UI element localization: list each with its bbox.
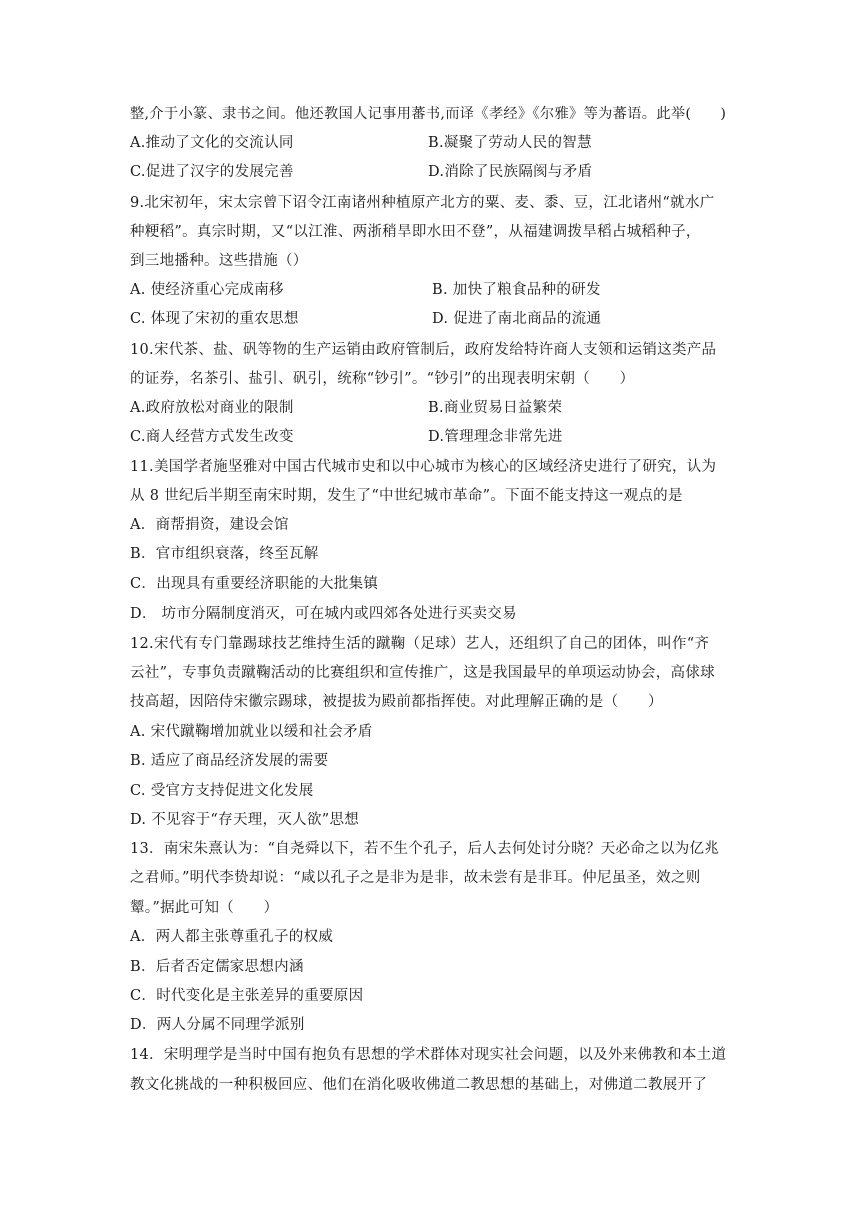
- q12-option-c: C. 受官方支持促进文化发展: [130, 783, 314, 799]
- q10-stem-line-2: 的证券，名茶引、盐引、矾引，统称“钞引”。“钞引”的出现表明宋朝（ ）: [130, 371, 635, 387]
- q11-option-c: C．出现具有重要经济职能的大批集镇: [130, 576, 379, 592]
- q13-stem-line-1: 13．南宋朱熹认为：“自尧舜以下，若不生个孔子，后人去何处讨分晓？天必命之以为亿兆: [130, 841, 720, 857]
- q11-option-d: D． 坊市分隔制度消灭，可在城内或四郊各处进行买卖交易: [130, 606, 517, 622]
- q8-option-a: A.推动了文化的交流认同: [130, 135, 294, 151]
- q10-option-d: D.管理理念非常先进: [428, 429, 563, 445]
- q8-options-row-2: [130, 162, 750, 182]
- q9-options-row-2: [130, 309, 750, 329]
- q12-option-d: D. 不见容于“存天理，灭人欲”思想: [130, 812, 360, 828]
- q13-option-d: D．两人分属不同理学派别: [130, 1017, 305, 1033]
- q10-option-c: C.商人经营方式发生改变: [130, 429, 294, 445]
- q13-option-a: A．两人都主张尊重孔子的权威: [130, 929, 334, 945]
- q13-stem-line-3: 颦。”据此可知（ ）: [130, 900, 279, 916]
- q10-stem-line-1: 10.宋代茶、盐、矾等物的生产运销由政府管制后，政府发给特许商人支领和运销这类产品: [130, 342, 717, 358]
- q13-stem-line-2: 之君师。”明代李贽却说：“咸以孔子之是非为是非，故未尝有是非耳。仲尼虽圣，效之则: [130, 870, 701, 886]
- q9-option-b: B. 加快了粮食品种的研发: [432, 282, 601, 298]
- q10-option-b: B.商业贸易日益繁荣: [428, 400, 563, 416]
- q9-stem-line-2: 种粳稻”。真宗时期，又“以江淮、两浙稍旱即水田不登”，从福建调拨旱稻占城稻种子，: [130, 224, 701, 240]
- q13-option-b: B．后者否定儒家思想内涵: [130, 959, 304, 975]
- q11-stem-line-2: 从 8 世纪后半期至南宋时期，发生了“中世纪城市革命”。下面不能支持这一观点的是: [130, 488, 683, 504]
- q12-stem-line-1: 12.宋代有专门靠踢球技艺维持生活的蹴鞠（足球）艺人，还组织了自己的团体，叫作“齐: [130, 636, 710, 652]
- q10-options-row-1: [130, 398, 750, 418]
- q9-stem-line-3: 到三地播种。这些措施（）: [130, 253, 308, 269]
- q9-options-row-1: [130, 280, 750, 300]
- q9-option-d: D. 促进了南北商品的流通: [432, 311, 602, 327]
- q12-option-b: B. 适应了商品经济发展的需要: [130, 753, 329, 769]
- q8-option-d: D.消除了民族隔阂与矛盾: [428, 164, 593, 180]
- q10-options-row-2: [130, 427, 750, 447]
- q9-stem-line-1: 9.北宋初年，宋太宗曾下诏令江南诸州种植原产北方的粟、麦、黍、豆，江北诸州“就水广: [130, 195, 715, 211]
- q11-option-b: B．官市组织衰落，终至瓦解: [130, 546, 319, 562]
- q11-option-a: A．商帮捐资，建设会馆: [130, 517, 289, 533]
- q10-option-a: A.政府放松对商业的限制: [130, 400, 294, 416]
- q12-option-a: A. 宋代蹴鞠增加就业以缓和社会矛盾: [130, 724, 373, 740]
- q14-stem-line-2: 教文化挑战的一种积极回应、他们在消化吸收佛道二教思想的基础上，对佛道二教展开了: [130, 1077, 708, 1093]
- q8-stem-tail: 整,介于小篆、隶书之间。他还教国人记事用蕃书,而译《孝经》《尔雅》等为蕃语。此举( ): [130, 106, 727, 122]
- q12-stem-line-2: 云社”，专事负责蹴鞠活动的比赛组织和宣传推广，这是我国最早的单项运动协会，高俅球: [130, 665, 715, 681]
- q8-option-b: B.凝聚了劳动人民的智慧: [428, 135, 592, 151]
- q11-stem-line-1: 11.美国学者施坚雅对中国古代城市史和以中心城市为核心的区域经济史进行了研究，认为: [130, 459, 717, 475]
- q14-stem-line-1: 14．宋明理学是当时中国有抱负有思想的学术群体对现实社会问题，以及外来佛教和本土道: [130, 1047, 727, 1063]
- q9-option-c: C. 体现了宋初的重农思想: [130, 311, 299, 327]
- q9-option-a: A. 使经济重心完成南移: [130, 282, 284, 298]
- q12-stem-line-3: 技高超，因陪侍宋徽宗踢球，被提拔为殿前都指挥使。对此理解正确的是（ ）: [130, 694, 663, 710]
- q8-option-c: C.促进了汉字的发展完善: [130, 164, 294, 180]
- q13-option-c: C．时代变化是主张差异的重要原因: [130, 988, 364, 1004]
- q8-options-row-1: [130, 133, 750, 153]
